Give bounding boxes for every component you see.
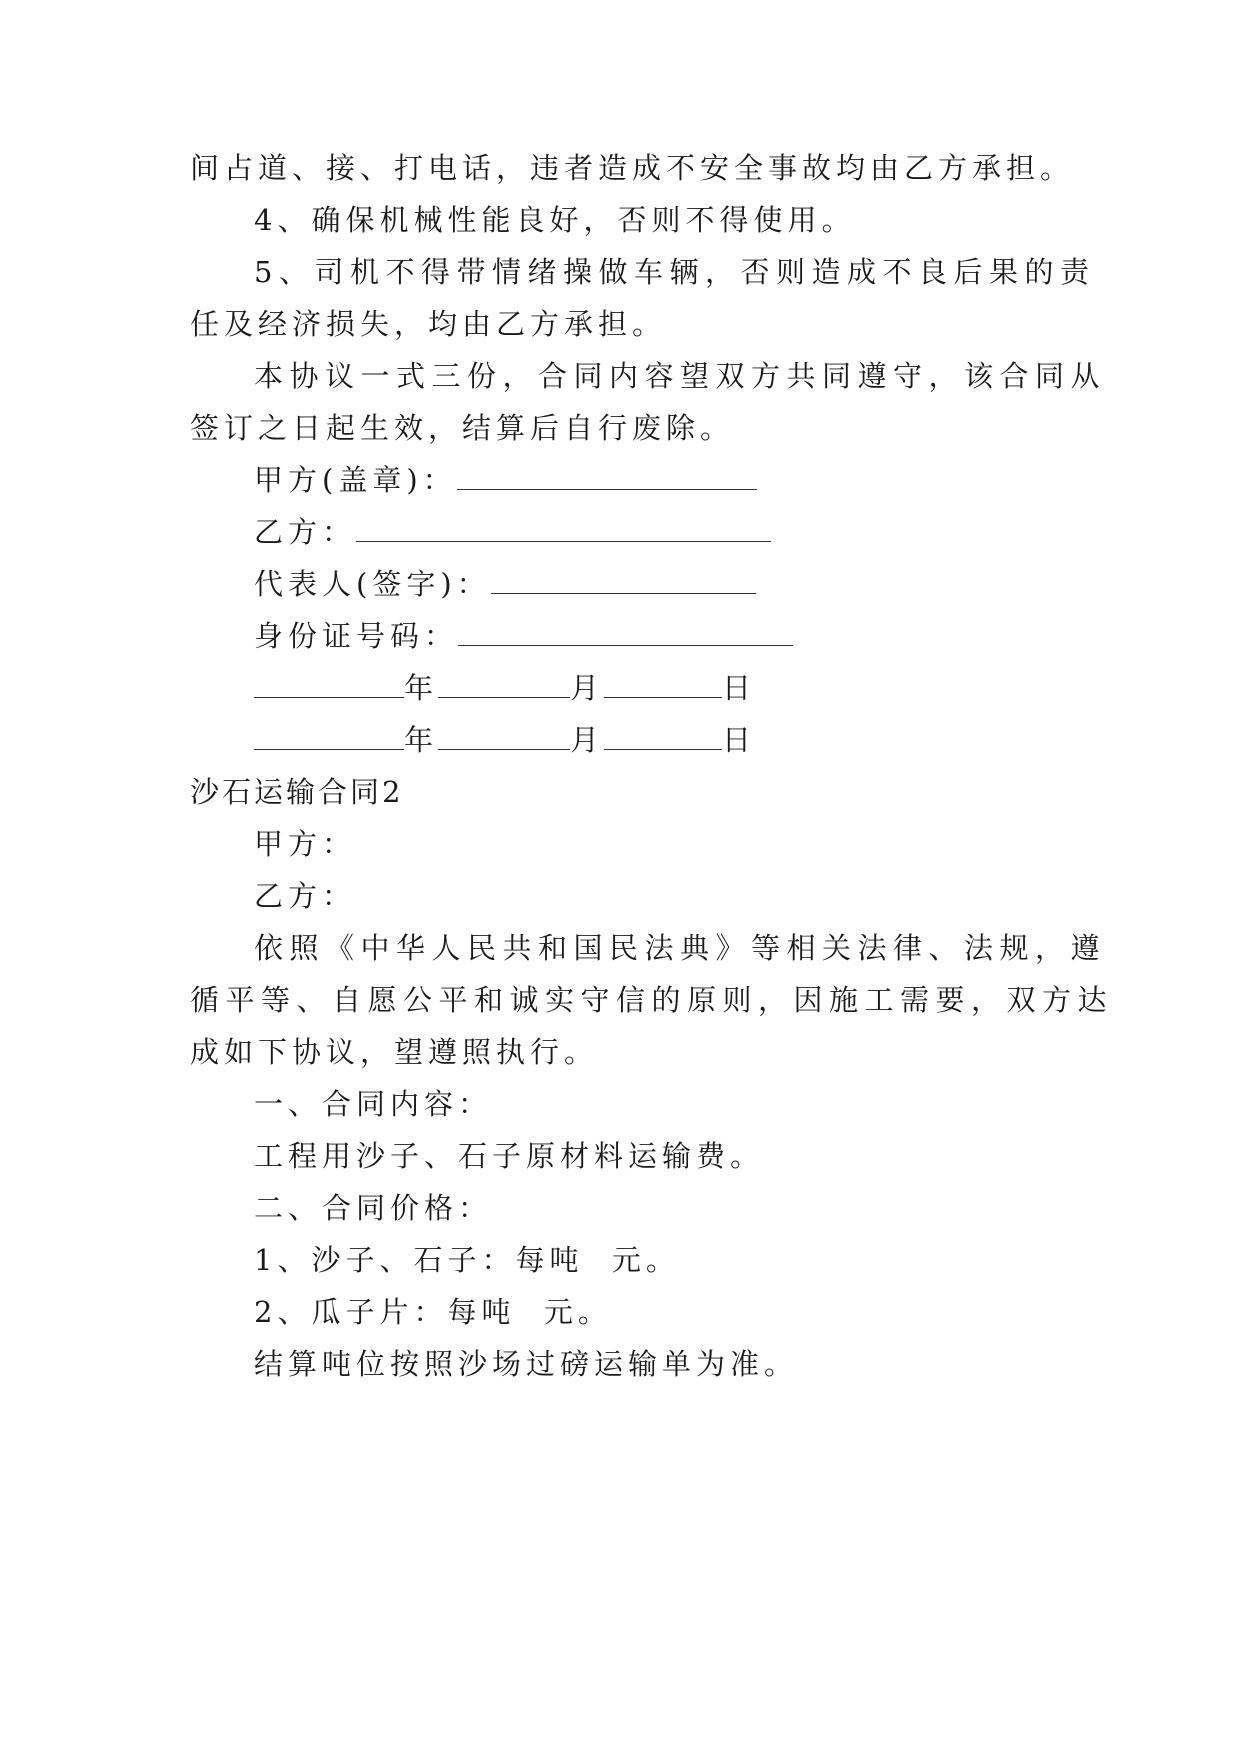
text-line: 结算吨位按照沙场过磅运输单为准。 [254,1347,799,1381]
month-blank[interactable] [438,673,570,698]
party-a-line: 甲方： [254,827,357,861]
party-a-seal-row [254,460,1134,500]
section-heading: 二、合同价格： [254,1191,493,1225]
price-line: 2、瓜子片：每吨 元。 [254,1295,612,1329]
party-a-seal-label: 甲方(盖章)： [254,463,457,497]
party-b-row [254,512,1134,552]
price-line: 1、沙子、石子：每吨 元。 [254,1243,680,1277]
text-line: 5、司机不得带情绪操做车辆，否则造成不良后果的责 [254,255,1096,289]
contract-title: 沙石运输合同2 [190,775,404,809]
text-line: 间占道、接、打电话，违者造成不安全事故均由乙方承担。 [190,151,1075,185]
section-heading: 一、合同内容： [254,1087,493,1121]
text-line: 成如下协议，望遵照执行。 [190,1035,599,1069]
representative-row [254,564,1134,604]
year-label: 年 [404,723,439,757]
date-row [254,720,1134,760]
date-row [254,668,1134,708]
text-line: 依照《中华人民共和国民法典》等相关法律、法规，遵 [254,931,1107,965]
party-a-seal-blank[interactable] [457,465,757,490]
month-label: 月 [570,723,605,757]
id-number-label: 身份证号码： [254,619,459,653]
id-number-row [254,616,1134,656]
text-line: 任及经济损失，均由乙方承担。 [190,307,667,341]
day-label: 日 [722,723,757,757]
representative-blank[interactable] [491,569,756,594]
year-blank[interactable] [254,725,404,750]
text-line: 本协议一式三份，合同内容望双方共同遵守，该合同从 [254,359,1107,393]
party-b-line: 乙方： [254,879,357,913]
party-b-blank[interactable] [356,517,771,542]
day-label: 日 [722,671,757,705]
id-number-blank[interactable] [458,621,793,646]
text-line: 4、确保机械性能良好，否则不得使用。 [254,203,856,237]
day-blank[interactable] [604,725,722,750]
representative-label: 代表人(签字)： [254,567,491,601]
month-blank[interactable] [438,725,570,750]
year-blank[interactable] [254,673,404,698]
text-line: 循平等、自愿公平和诚实守信的原则，因施工需要，双方达 [190,983,1114,1017]
text-line: 签订之日起生效，结算后自行废除。 [190,411,735,445]
month-label: 月 [570,671,605,705]
day-blank[interactable] [604,673,722,698]
party-b-label: 乙方： [254,515,357,549]
year-label: 年 [404,671,439,705]
text-line: 工程用沙子、石子原材料运输费。 [254,1139,765,1173]
